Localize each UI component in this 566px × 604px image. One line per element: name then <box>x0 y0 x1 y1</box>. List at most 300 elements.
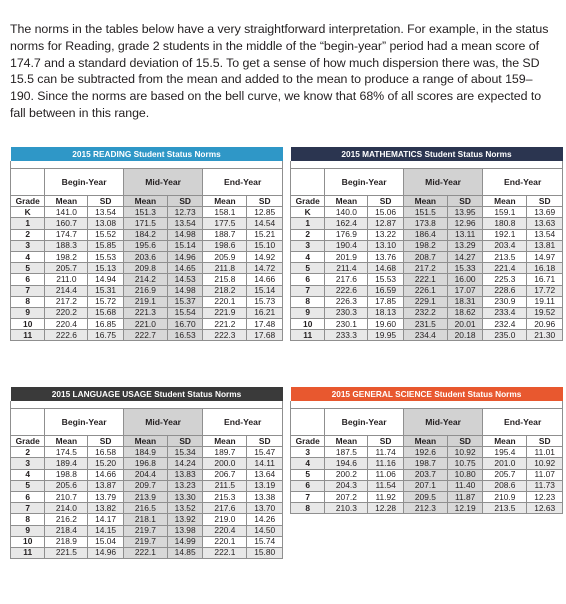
table-row <box>291 469 563 480</box>
mean-cell: 141.0 <box>45 207 88 218</box>
mean-cell: 235.0 <box>483 330 527 341</box>
column-header-row <box>291 436 563 447</box>
grade-cell: 10 <box>11 536 45 547</box>
sd-cell: 11.07 <box>527 469 563 480</box>
mean-cell: 192.6 <box>403 447 447 458</box>
sd-cell: 13.38 <box>247 491 283 502</box>
sd-cell: 13.30 <box>167 491 202 502</box>
sd-cell: 10.92 <box>527 458 563 469</box>
table-row <box>291 503 563 514</box>
sd-cell: 10.92 <box>447 447 482 458</box>
table-row <box>291 263 563 274</box>
sd-cell: 11.73 <box>527 480 563 491</box>
grade-cell: 4 <box>291 251 325 262</box>
sd-cell: 11.87 <box>447 491 482 502</box>
grade-cell: 8 <box>11 296 45 307</box>
mean-cell: 151.5 <box>403 207 447 218</box>
sd-cell: 15.85 <box>88 240 123 251</box>
sd-column-header: SD <box>447 196 482 207</box>
period-header: Mid-Year <box>403 169 483 196</box>
period-header: End-Year <box>203 169 283 196</box>
mean-column-header: Mean <box>325 436 368 447</box>
grade-column-header: Grade <box>11 196 45 207</box>
grade-cell: 5 <box>11 480 45 491</box>
mean-cell: 222.3 <box>203 330 247 341</box>
sd-cell: 14.96 <box>167 251 202 262</box>
mean-cell: 207.1 <box>403 480 447 491</box>
grade-cell: 8 <box>291 296 325 307</box>
mean-cell: 218.2 <box>203 285 247 296</box>
mean-cell: 225.3 <box>483 274 527 285</box>
grade-cell: 4 <box>291 458 325 469</box>
reading-norms-table <box>10 147 283 341</box>
mean-cell: 187.5 <box>325 447 368 458</box>
sd-cell: 11.01 <box>527 447 563 458</box>
mean-cell: 208.6 <box>483 480 527 491</box>
sd-column-header: SD <box>167 436 202 447</box>
sd-cell: 12.87 <box>368 218 403 229</box>
mean-cell: 222.6 <box>45 330 88 341</box>
sd-cell: 15.80 <box>247 547 283 558</box>
table-title: 2015 GENERAL SCIENCE Student Status Norms <box>291 387 563 401</box>
grade-cell: 6 <box>11 274 45 285</box>
sd-cell: 19.60 <box>368 319 403 330</box>
mean-cell: 226.1 <box>403 285 447 296</box>
mean-cell: 234.4 <box>403 330 447 341</box>
mean-cell: 201.0 <box>483 458 527 469</box>
sd-cell: 14.99 <box>167 536 202 547</box>
mean-column-header: Mean <box>483 436 527 447</box>
mean-cell: 213.5 <box>483 503 527 514</box>
mean-cell: 206.7 <box>203 469 247 480</box>
grade-cell: 7 <box>291 285 325 296</box>
period-header: Begin-Year <box>325 169 403 196</box>
grade-cell: 5 <box>11 263 45 274</box>
mean-cell: 171.5 <box>123 218 167 229</box>
table-row <box>291 458 563 469</box>
sd-cell: 12.19 <box>447 503 482 514</box>
mean-cell: 222.6 <box>325 285 368 296</box>
sd-cell: 12.85 <box>247 207 283 218</box>
sd-cell: 15.20 <box>88 458 123 469</box>
sd-cell: 15.53 <box>368 274 403 285</box>
grade-cell: 2 <box>11 447 45 458</box>
table-row <box>11 525 283 536</box>
mean-cell: 218.1 <box>123 514 167 525</box>
table-row <box>11 480 283 491</box>
period-header: End-Year <box>203 409 283 436</box>
mean-cell: 205.9 <box>203 251 247 262</box>
mean-cell: 231.5 <box>403 319 447 330</box>
sd-cell: 13.81 <box>527 240 563 251</box>
mean-cell: 212.3 <box>403 503 447 514</box>
intro-paragraph: The norms in the tables below have a very straightforward interpretation. For example, in the status norms for Reading, grade 2 students in the middle of the “begin-year” period had a mean score of 174.7 and a standard deviation of 15.5. To get a sense of how much dispersion there was, the SD 15.5 can be subtracted from the mean and added to the mean to produce a range of about 159–190. Since the norms are based on the bell curve, we know that 68% of all scores are expected to fall between in this range. <box>10 22 549 120</box>
sd-cell: 13.69 <box>527 207 563 218</box>
mean-cell: 220.1 <box>203 296 247 307</box>
sd-cell: 17.68 <box>247 330 283 341</box>
mean-cell: 211.5 <box>203 480 247 491</box>
table-spacer-row <box>11 161 283 169</box>
mean-cell: 221.4 <box>483 263 527 274</box>
sd-cell: 12.23 <box>527 491 563 502</box>
table-row <box>291 251 563 262</box>
sd-cell: 15.52 <box>88 229 123 240</box>
sd-cell: 12.28 <box>368 503 403 514</box>
mean-cell: 196.8 <box>123 458 167 469</box>
table-row <box>11 503 283 514</box>
mean-cell: 177.5 <box>203 218 247 229</box>
sd-cell: 16.18 <box>527 263 563 274</box>
table-row <box>291 285 563 296</box>
mean-cell: 219.7 <box>123 536 167 547</box>
sd-cell: 16.53 <box>167 330 202 341</box>
sd-column-header: SD <box>527 196 563 207</box>
sd-cell: 14.97 <box>527 251 563 262</box>
sd-cell: 13.11 <box>447 229 482 240</box>
sd-cell: 15.72 <box>88 296 123 307</box>
table-row <box>11 229 283 240</box>
sd-cell: 15.54 <box>167 307 202 318</box>
sd-cell: 14.24 <box>167 458 202 469</box>
grade-cell: 5 <box>291 263 325 274</box>
sd-cell: 15.14 <box>167 240 202 251</box>
sd-cell: 16.85 <box>88 319 123 330</box>
mean-column-header: Mean <box>203 436 247 447</box>
table-row <box>11 207 283 218</box>
general-science-norms-table <box>290 387 563 514</box>
sd-cell: 13.76 <box>368 251 403 262</box>
grade-cell: 3 <box>291 240 325 251</box>
sd-cell: 15.10 <box>247 240 283 251</box>
table-row <box>291 330 563 341</box>
sd-cell: 14.26 <box>247 514 283 525</box>
mean-cell: 200.0 <box>203 458 247 469</box>
sd-cell: 20.18 <box>447 330 482 341</box>
sd-cell: 18.62 <box>447 307 482 318</box>
mean-cell: 210.9 <box>483 491 527 502</box>
mean-cell: 221.0 <box>123 319 167 330</box>
mean-column-header: Mean <box>123 196 167 207</box>
table-row <box>11 447 283 458</box>
period-header: Begin-Year <box>45 409 123 436</box>
mean-cell: 174.7 <box>45 229 88 240</box>
sd-cell: 13.54 <box>527 229 563 240</box>
sd-cell: 15.73 <box>247 296 283 307</box>
sd-cell: 17.85 <box>368 296 403 307</box>
grade-cell: 9 <box>291 307 325 318</box>
mean-cell: 198.8 <box>45 469 88 480</box>
sd-cell: 18.31 <box>447 296 482 307</box>
table-row <box>11 240 283 251</box>
grade-cell: 9 <box>11 307 45 318</box>
table-row <box>11 330 283 341</box>
mean-cell: 217.6 <box>325 274 368 285</box>
mean-cell: 195.4 <box>483 447 527 458</box>
mean-column-header: Mean <box>403 196 447 207</box>
sd-cell: 19.11 <box>527 296 563 307</box>
mean-cell: 228.6 <box>483 285 527 296</box>
table-row <box>11 251 283 262</box>
table-row <box>291 296 563 307</box>
sd-column-header: SD <box>247 196 283 207</box>
mean-cell: 204.4 <box>123 469 167 480</box>
mean-cell: 230.3 <box>325 307 368 318</box>
mean-cell: 220.1 <box>203 536 247 547</box>
sd-cell: 13.29 <box>447 240 482 251</box>
grade-cell: 11 <box>11 330 45 341</box>
sd-cell: 11.40 <box>447 480 482 491</box>
table-row <box>291 229 563 240</box>
mean-cell: 173.8 <box>403 218 447 229</box>
sd-cell: 13.52 <box>167 503 202 514</box>
mean-cell: 219.1 <box>123 296 167 307</box>
mean-cell: 221.3 <box>123 307 167 318</box>
mean-cell: 209.7 <box>123 480 167 491</box>
sd-cell: 18.13 <box>368 307 403 318</box>
mean-cell: 219.0 <box>203 514 247 525</box>
sd-cell: 11.16 <box>368 458 403 469</box>
mean-column-header: Mean <box>483 196 527 207</box>
sd-cell: 10.80 <box>447 469 482 480</box>
table-title-row <box>291 387 563 401</box>
sd-cell: 14.27 <box>447 251 482 262</box>
table-title: 2015 LANGUAGE USAGE Student Status Norms <box>11 387 283 401</box>
mean-cell: 217.2 <box>403 263 447 274</box>
sd-cell: 13.23 <box>167 480 202 491</box>
grade-header-blank <box>291 409 325 436</box>
mean-cell: 184.2 <box>123 229 167 240</box>
grade-cell: 10 <box>11 319 45 330</box>
mean-cell: 221.2 <box>203 319 247 330</box>
sd-cell: 16.58 <box>88 447 123 458</box>
mean-cell: 203.6 <box>123 251 167 262</box>
mean-cell: 217.2 <box>45 296 88 307</box>
mean-cell: 198.2 <box>403 240 447 251</box>
mean-cell: 184.9 <box>123 447 167 458</box>
sd-cell: 13.70 <box>247 503 283 514</box>
sd-cell: 15.21 <box>247 229 283 240</box>
sd-cell: 13.95 <box>447 207 482 218</box>
mean-cell: 222.1 <box>403 274 447 285</box>
sd-column-header: SD <box>447 436 482 447</box>
spacer-cell <box>291 161 563 169</box>
mean-cell: 213.5 <box>483 251 527 262</box>
sd-column-header: SD <box>247 436 283 447</box>
table-row <box>11 547 283 558</box>
mean-cell: 194.6 <box>325 458 368 469</box>
column-header-row <box>11 436 283 447</box>
sd-cell: 14.85 <box>167 547 202 558</box>
grade-cell: 11 <box>291 330 325 341</box>
sd-cell: 17.72 <box>527 285 563 296</box>
sd-cell: 15.74 <box>247 536 283 547</box>
table-row <box>291 307 563 318</box>
grade-cell: 3 <box>291 447 325 458</box>
mean-cell: 221.9 <box>203 307 247 318</box>
spacer-cell <box>291 401 563 409</box>
spacer-cell <box>11 401 283 409</box>
sd-cell: 16.75 <box>88 330 123 341</box>
table-row <box>291 447 563 458</box>
sd-cell: 19.95 <box>368 330 403 341</box>
mean-cell: 180.8 <box>483 218 527 229</box>
mean-cell: 230.9 <box>483 296 527 307</box>
sd-cell: 13.64 <box>247 469 283 480</box>
period-header: End-Year <box>483 409 563 436</box>
sd-cell: 17.48 <box>247 319 283 330</box>
sd-cell: 14.11 <box>247 458 283 469</box>
column-header-row <box>291 196 563 207</box>
mean-cell: 214.2 <box>123 274 167 285</box>
mean-cell: 162.4 <box>325 218 368 229</box>
table-row <box>11 307 283 318</box>
grade-cell: 2 <box>291 229 325 240</box>
mean-cell: 233.4 <box>483 307 527 318</box>
sd-cell: 15.34 <box>167 447 202 458</box>
grade-cell: 2 <box>11 229 45 240</box>
table-row <box>11 514 283 525</box>
mean-cell: 198.2 <box>45 251 88 262</box>
mean-cell: 221.5 <box>45 547 88 558</box>
mean-cell: 215.3 <box>203 491 247 502</box>
sd-cell: 19.52 <box>527 307 563 318</box>
mean-cell: 217.6 <box>203 503 247 514</box>
mean-cell: 205.6 <box>45 480 88 491</box>
sd-cell: 14.98 <box>167 229 202 240</box>
table-row <box>11 491 283 502</box>
grade-cell: 10 <box>291 319 325 330</box>
sd-column-header: SD <box>368 196 403 207</box>
mean-cell: 211.0 <box>45 274 88 285</box>
mean-cell: 211.8 <box>203 263 247 274</box>
sd-cell: 14.92 <box>247 251 283 262</box>
mean-cell: 151.3 <box>123 207 167 218</box>
period-header-row <box>291 409 563 436</box>
table-title-row <box>11 387 283 401</box>
sd-cell: 13.19 <box>247 480 283 491</box>
mean-column-header: Mean <box>325 196 368 207</box>
grade-cell: 3 <box>11 458 45 469</box>
mean-cell: 200.2 <box>325 469 368 480</box>
mean-cell: 176.9 <box>325 229 368 240</box>
mean-cell: 214.4 <box>45 285 88 296</box>
sd-cell: 11.92 <box>368 491 403 502</box>
grade-cell: 7 <box>291 491 325 502</box>
sd-cell: 14.66 <box>247 274 283 285</box>
mean-column-header: Mean <box>203 196 247 207</box>
sd-cell: 14.54 <box>247 218 283 229</box>
mean-cell: 189.7 <box>203 447 247 458</box>
sd-cell: 13.82 <box>88 503 123 514</box>
sd-cell: 15.31 <box>88 285 123 296</box>
table-spacer-row <box>291 161 563 169</box>
sd-cell: 16.70 <box>167 319 202 330</box>
mean-cell: 174.5 <box>45 447 88 458</box>
mean-cell: 204.3 <box>325 480 368 491</box>
mean-cell: 232.2 <box>403 307 447 318</box>
sd-cell: 13.54 <box>88 207 123 218</box>
grade-cell: 1 <box>11 218 45 229</box>
mean-cell: 210.7 <box>45 491 88 502</box>
grade-header-blank <box>11 169 45 196</box>
sd-cell: 11.54 <box>368 480 403 491</box>
period-header-row <box>11 409 283 436</box>
sd-cell: 13.10 <box>368 240 403 251</box>
mean-cell: 188.3 <box>45 240 88 251</box>
sd-cell: 14.15 <box>88 525 123 536</box>
sd-cell: 15.53 <box>88 251 123 262</box>
mean-cell: 159.1 <box>483 207 527 218</box>
mean-cell: 189.4 <box>45 458 88 469</box>
mean-column-header: Mean <box>403 436 447 447</box>
mean-column-header: Mean <box>45 436 88 447</box>
mean-cell: 226.3 <box>325 296 368 307</box>
sd-cell: 12.63 <box>527 503 563 514</box>
table-row <box>11 319 283 330</box>
sd-cell: 14.66 <box>88 469 123 480</box>
mean-cell: 222.1 <box>123 547 167 558</box>
table-row <box>11 263 283 274</box>
sd-cell: 15.04 <box>88 536 123 547</box>
period-header: Mid-Year <box>123 169 203 196</box>
mean-cell: 210.3 <box>325 503 368 514</box>
mean-cell: 216.2 <box>45 514 88 525</box>
sd-cell: 14.53 <box>167 274 202 285</box>
sd-column-header: SD <box>88 436 123 447</box>
mean-cell: 205.7 <box>483 469 527 480</box>
grade-cell: K <box>11 207 45 218</box>
sd-cell: 21.30 <box>527 330 563 341</box>
spacer-cell <box>11 161 283 169</box>
sd-cell: 14.68 <box>368 263 403 274</box>
sd-cell: 15.06 <box>368 207 403 218</box>
grade-cell: 9 <box>11 525 45 536</box>
sd-cell: 14.50 <box>247 525 283 536</box>
sd-cell: 11.74 <box>368 447 403 458</box>
table-row <box>291 207 563 218</box>
sd-cell: 16.00 <box>447 274 482 285</box>
sd-cell: 12.73 <box>167 207 202 218</box>
mean-cell: 201.9 <box>325 251 368 262</box>
table-spacer-row <box>11 401 283 409</box>
language-usage-norms-table <box>10 387 283 559</box>
mean-cell: 220.4 <box>45 319 88 330</box>
sd-cell: 15.37 <box>167 296 202 307</box>
mean-cell: 198.6 <box>203 240 247 251</box>
sd-cell: 14.65 <box>167 263 202 274</box>
sd-cell: 17.07 <box>447 285 482 296</box>
table-row <box>291 480 563 491</box>
mean-cell: 203.4 <box>483 240 527 251</box>
mean-cell: 209.8 <box>123 263 167 274</box>
sd-cell: 15.68 <box>88 307 123 318</box>
grade-cell: 8 <box>11 514 45 525</box>
table-title: 2015 READING Student Status Norms <box>11 147 283 161</box>
grade-cell: 1 <box>291 218 325 229</box>
grade-cell: 6 <box>291 480 325 491</box>
sd-column-header: SD <box>527 436 563 447</box>
period-header: Mid-Year <box>123 409 203 436</box>
grade-cell: 3 <box>11 240 45 251</box>
mean-cell: 140.0 <box>325 207 368 218</box>
sd-cell: 16.21 <box>247 307 283 318</box>
column-header-row <box>11 196 283 207</box>
sd-cell: 13.87 <box>88 480 123 491</box>
mean-cell: 222.7 <box>123 330 167 341</box>
mean-cell: 192.1 <box>483 229 527 240</box>
table-row <box>11 469 283 480</box>
sd-cell: 12.96 <box>447 218 482 229</box>
